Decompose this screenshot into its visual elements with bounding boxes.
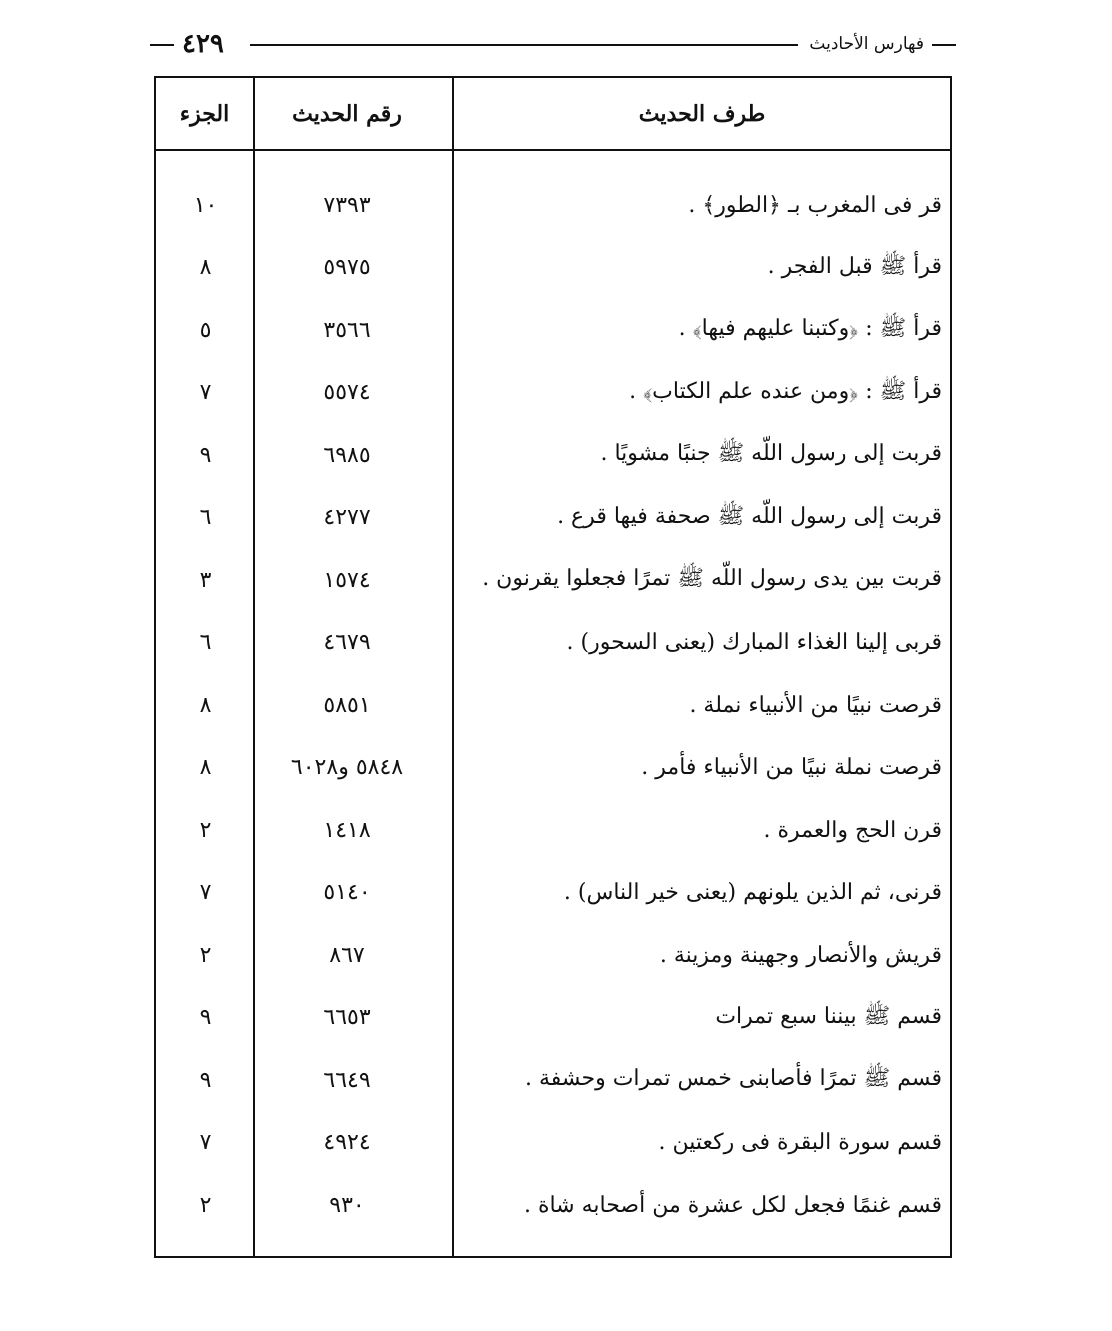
hadith-text: قرأ ﷺ قبل الفجر .: [767, 253, 942, 279]
volume-number: ٢: [199, 942, 212, 968]
volume-number: ٨: [199, 255, 212, 281]
hadith-number: ٤٢٧٧: [323, 505, 371, 531]
volume-number: ٢: [199, 1192, 212, 1218]
hadith-index-table: [154, 76, 952, 1258]
volume-number: ٧: [199, 1130, 212, 1156]
page-number: ٤٢٩: [182, 29, 224, 59]
hadith-text: قرأ ﷺ : ﴿وكتبنا عليهم فيها﴾ .: [678, 316, 942, 342]
table-row: [156, 612, 950, 675]
volume-number: ٨: [199, 692, 212, 718]
table-row: [156, 174, 950, 237]
hadith-text: قسم سورة البقرة فى ركعتين .: [658, 1130, 942, 1156]
hadith-text: قسم ﷺ بيننا سبع تمرات: [715, 1003, 942, 1029]
hadith-number: ٥٩٧٥: [323, 255, 371, 281]
hadith-number: ٦٦٥٣: [323, 1005, 371, 1031]
table-row: [156, 549, 950, 612]
column-header-hadith: طرف الحديث: [638, 100, 766, 127]
volume-number: ٢: [199, 817, 212, 843]
table-row: [156, 924, 950, 987]
hadith-number: ١٤١٨: [323, 817, 371, 843]
table-row: [156, 487, 950, 550]
volume-number: ٦: [199, 505, 212, 531]
table-row: [156, 862, 950, 925]
hadith-text: قربت بين يدى رسول اللّه ﷺ تمرًا فجعلوا يقرنون .: [482, 566, 942, 592]
header-rule-left-short: [150, 44, 174, 46]
table-row: [156, 237, 950, 300]
table-row: [156, 674, 950, 737]
hadith-text: قرصت نملة نبيًا من الأنبياء فأمر .: [641, 755, 942, 781]
volume-number: ٩: [199, 1005, 212, 1031]
hadith-number: ٨٦٧: [329, 942, 365, 968]
table-row: [156, 799, 950, 862]
column-header-part: الجزء: [179, 100, 230, 127]
table-row: [156, 299, 950, 362]
volume-number: ٣: [199, 567, 212, 593]
hadith-number: ٤٩٢٤: [323, 1130, 371, 1156]
table-body: [156, 174, 950, 1237]
table-row: [156, 737, 950, 800]
volume-number: ٧: [199, 880, 212, 906]
hadith-text: قريش والأنصار وجهينة ومزينة .: [659, 942, 942, 968]
hadith-number: ٤٦٧٩: [323, 630, 371, 656]
hadith-number: ٥٥٧٤: [323, 380, 371, 406]
hadith-number: ١٥٧٤: [323, 567, 371, 593]
table-row: [156, 1049, 950, 1112]
table-row: [156, 424, 950, 487]
hadith-text: قربى إلينا الغذاء المبارك (يعنى السحور) .: [566, 630, 942, 656]
hadith-number: ٦٦٤٩: [323, 1067, 371, 1093]
volume-number: ٨: [199, 755, 212, 781]
table-row: [156, 362, 950, 425]
hadith-text: قسم ﷺ تمرًا فأصابنى خمس تمرات وحشفة .: [524, 1066, 942, 1092]
hadith-number: ٧٣٩٣: [323, 192, 371, 218]
volume-number: ٦: [199, 630, 212, 656]
volume-number: ٧: [199, 380, 212, 406]
hadith-number: ٣٥٦٦: [323, 317, 371, 343]
hadith-text: قربت إلى رسول اللّه ﷺ جنبًا مشويًا .: [600, 441, 942, 467]
hadith-text: قرصت نبيًا من الأنبياء نملة .: [689, 692, 942, 718]
hadith-text: قرأ ﷺ : ﴿ومن عنده علم الكتاب﴾ .: [629, 378, 942, 404]
table-row: [156, 987, 950, 1050]
header-divider: [156, 149, 950, 151]
volume-number: ٥: [199, 317, 212, 343]
column-header-number: رقم الحديث: [292, 100, 402, 127]
page-header: [150, 28, 956, 60]
hadith-number: ٦٩٨٥: [323, 442, 371, 468]
hadith-number: ٥٨٤٨ و٦٠٢٨: [290, 755, 404, 781]
header-rule-right-short: [932, 44, 956, 46]
volume-number: ٩: [199, 442, 212, 468]
header-rule-middle: [250, 44, 798, 46]
table-row: [156, 1174, 950, 1237]
hadith-number: ٥١٤٠: [323, 880, 371, 906]
volume-number: ١٠: [193, 192, 218, 218]
hadith-text: قر فى المغرب بـ ﴿الطور﴾ .: [688, 192, 942, 218]
hadith-text: قرنى، ثم الذين يلونهم (يعنى خير الناس) .: [563, 880, 942, 906]
hadith-number: ٥٨٥١: [323, 692, 371, 718]
table-row: [156, 1112, 950, 1175]
hadith-number: ٩٣٠: [329, 1192, 365, 1218]
running-title: فهارس الأحاديث: [809, 34, 924, 54]
volume-number: ٩: [199, 1067, 212, 1093]
hadith-text: قسم غنمًا فجعل لكل عشرة من أصحابه شاة .: [523, 1192, 942, 1218]
hadith-text: قرن الحج والعمرة .: [763, 817, 942, 843]
hadith-text: قربت إلى رسول اللّه ﷺ صحفة فيها قرع .: [557, 503, 942, 529]
